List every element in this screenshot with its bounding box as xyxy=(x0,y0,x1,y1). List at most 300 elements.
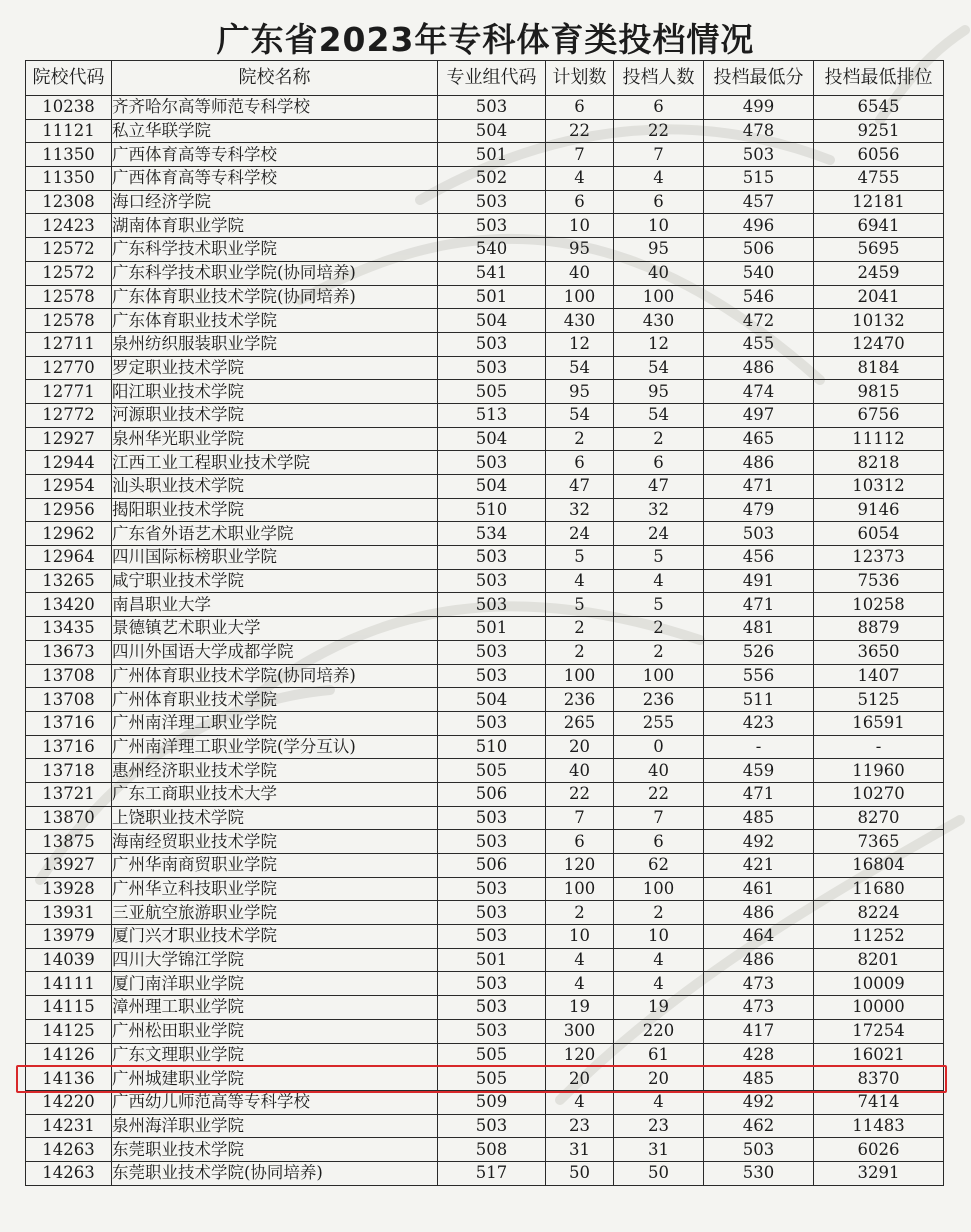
cell-admitted-count: 4 xyxy=(614,1090,704,1114)
cell-school-name: 罗定职业技术学院 xyxy=(112,356,438,380)
cell-plan-count: 12 xyxy=(546,332,614,356)
cell-group-code: 534 xyxy=(438,522,546,546)
table-row xyxy=(26,735,944,759)
cell-admitted-count: 4 xyxy=(614,569,704,593)
cell-group-code: 503 xyxy=(438,1114,546,1138)
cell-min-rank: 11252 xyxy=(814,925,944,949)
cell-group-code: 510 xyxy=(438,498,546,522)
cell-min-score: 503 xyxy=(704,143,814,167)
cell-school-name: 厦门南洋职业学院 xyxy=(112,972,438,996)
cell-plan-count: 4 xyxy=(546,1090,614,1114)
cell-school-name: 广东省外语艺术职业学院 xyxy=(112,522,438,546)
table-row xyxy=(26,261,944,285)
cell-admitted-count: 236 xyxy=(614,688,704,712)
cell-admitted-count: 54 xyxy=(614,356,704,380)
table-row xyxy=(26,190,944,214)
cell-plan-count: 24 xyxy=(546,522,614,546)
cell-school-name: 上饶职业技术学院 xyxy=(112,806,438,830)
cell-min-rank: 8218 xyxy=(814,451,944,475)
cell-min-rank: 5695 xyxy=(814,238,944,262)
table-row xyxy=(26,617,944,641)
cell-admitted-count: 255 xyxy=(614,711,704,735)
cell-school-code: 12308 xyxy=(26,190,112,214)
cell-plan-count: 100 xyxy=(546,877,614,901)
cell-school-code: 14263 xyxy=(26,1161,112,1185)
cell-admitted-count: 4 xyxy=(614,167,704,191)
cell-min-score: 457 xyxy=(704,190,814,214)
cell-school-code: 12578 xyxy=(26,285,112,309)
cell-min-score: 511 xyxy=(704,688,814,712)
cell-min-rank: 11483 xyxy=(814,1114,944,1138)
cell-min-rank: 12181 xyxy=(814,190,944,214)
cell-admitted-count: 5 xyxy=(614,546,704,570)
cell-group-code: 506 xyxy=(438,782,546,806)
cell-min-rank: 10132 xyxy=(814,309,944,333)
cell-plan-count: 5 xyxy=(546,593,614,617)
cell-school-code: 14115 xyxy=(26,996,112,1020)
cell-school-name: 江西工业工程职业技术学院 xyxy=(112,451,438,475)
cell-admitted-count: 10 xyxy=(614,214,704,238)
cell-min-score: 472 xyxy=(704,309,814,333)
cell-admitted-count: 4 xyxy=(614,948,704,972)
cell-admitted-count: 2 xyxy=(614,901,704,925)
cell-min-rank: 9146 xyxy=(814,498,944,522)
cell-min-rank: 10270 xyxy=(814,782,944,806)
cell-min-score: 496 xyxy=(704,214,814,238)
cell-min-score: 479 xyxy=(704,498,814,522)
cell-plan-count: 95 xyxy=(546,380,614,404)
col-header-plan-count: 计划数 xyxy=(546,61,614,96)
cell-school-code: 12572 xyxy=(26,238,112,262)
cell-admitted-count: 12 xyxy=(614,332,704,356)
table-row xyxy=(26,806,944,830)
cell-admitted-count: 62 xyxy=(614,854,704,878)
cell-school-code: 14263 xyxy=(26,1138,112,1162)
cell-school-code: 14125 xyxy=(26,1019,112,1043)
cell-admitted-count: 430 xyxy=(614,309,704,333)
cell-school-code: 12578 xyxy=(26,309,112,333)
cell-min-score: 485 xyxy=(704,1067,814,1091)
cell-group-code: 503 xyxy=(438,546,546,570)
cell-plan-count: 32 xyxy=(546,498,614,522)
cell-group-code: 503 xyxy=(438,830,546,854)
cell-school-name: 广东体育职业技术学院(协同培养) xyxy=(112,285,438,309)
cell-min-rank: 11680 xyxy=(814,877,944,901)
cell-school-name: 广西体育高等专科学校 xyxy=(112,143,438,167)
cell-group-code: 503 xyxy=(438,96,546,120)
cell-plan-count: 5 xyxy=(546,546,614,570)
cell-school-name: 四川外国语大学成都学院 xyxy=(112,640,438,664)
cell-plan-count: 100 xyxy=(546,664,614,688)
cell-school-code: 13716 xyxy=(26,711,112,735)
cell-school-code: 13927 xyxy=(26,854,112,878)
cell-school-code: 12770 xyxy=(26,356,112,380)
cell-group-code: 503 xyxy=(438,569,546,593)
cell-school-code: 14220 xyxy=(26,1090,112,1114)
cell-school-name: 广州华南商贸职业学院 xyxy=(112,854,438,878)
cell-school-name: 广东科学技术职业学院 xyxy=(112,238,438,262)
cell-group-code: 501 xyxy=(438,948,546,972)
cell-school-name: 河源职业技术学院 xyxy=(112,403,438,427)
cell-school-name: 广东工商职业技术大学 xyxy=(112,782,438,806)
cell-plan-count: 20 xyxy=(546,735,614,759)
cell-plan-count: 6 xyxy=(546,190,614,214)
cell-group-code: 509 xyxy=(438,1090,546,1114)
table-header-row xyxy=(26,61,944,96)
cell-plan-count: 54 xyxy=(546,403,614,427)
cell-min-rank: 1407 xyxy=(814,664,944,688)
cell-school-name: 广州南洋理工职业学院(学分互认) xyxy=(112,735,438,759)
cell-min-score: - xyxy=(704,735,814,759)
cell-group-code: 513 xyxy=(438,403,546,427)
cell-admitted-count: 23 xyxy=(614,1114,704,1138)
table-row xyxy=(26,143,944,167)
cell-group-code: 504 xyxy=(438,688,546,712)
cell-school-code: 13928 xyxy=(26,877,112,901)
cell-admitted-count: 6 xyxy=(614,451,704,475)
cell-plan-count: 120 xyxy=(546,854,614,878)
cell-plan-count: 10 xyxy=(546,214,614,238)
cell-group-code: 517 xyxy=(438,1161,546,1185)
cell-group-code: 504 xyxy=(438,309,546,333)
cell-min-rank: 8201 xyxy=(814,948,944,972)
col-header-school-code: 院校代码 xyxy=(26,61,112,96)
cell-admitted-count: 100 xyxy=(614,285,704,309)
cell-admitted-count: 10 xyxy=(614,925,704,949)
cell-plan-count: 40 xyxy=(546,261,614,285)
cell-school-name: 广西体育高等专科学校 xyxy=(112,167,438,191)
cell-group-code: 503 xyxy=(438,901,546,925)
cell-school-name: 泉州纺织服装职业学院 xyxy=(112,332,438,356)
cell-min-score: 486 xyxy=(704,948,814,972)
table-row xyxy=(26,1019,944,1043)
cell-min-rank: 8270 xyxy=(814,806,944,830)
table-row xyxy=(26,925,944,949)
table-row xyxy=(26,830,944,854)
cell-min-rank: 6756 xyxy=(814,403,944,427)
cell-min-rank: 2041 xyxy=(814,285,944,309)
cell-school-code: 12964 xyxy=(26,546,112,570)
cell-plan-count: 430 xyxy=(546,309,614,333)
cell-min-rank: 12470 xyxy=(814,332,944,356)
table-row xyxy=(26,593,944,617)
cell-min-score: 455 xyxy=(704,332,814,356)
cell-min-rank: 4755 xyxy=(814,167,944,191)
cell-plan-count: 4 xyxy=(546,569,614,593)
cell-group-code: 503 xyxy=(438,1019,546,1043)
cell-school-code: 13420 xyxy=(26,593,112,617)
cell-min-score: 464 xyxy=(704,925,814,949)
table-row xyxy=(26,427,944,451)
cell-admitted-count: 31 xyxy=(614,1138,704,1162)
cell-min-score: 474 xyxy=(704,380,814,404)
table-row xyxy=(26,1067,944,1091)
cell-school-name: 揭阳职业技术学院 xyxy=(112,498,438,522)
table-row xyxy=(26,711,944,735)
cell-school-code: 12711 xyxy=(26,332,112,356)
table-row xyxy=(26,119,944,143)
table-row xyxy=(26,380,944,404)
cell-group-code: 503 xyxy=(438,593,546,617)
cell-min-rank: 8224 xyxy=(814,901,944,925)
cell-school-code: 13870 xyxy=(26,806,112,830)
cell-group-code: 503 xyxy=(438,711,546,735)
table-row xyxy=(26,356,944,380)
cell-school-name: 泉州华光职业学院 xyxy=(112,427,438,451)
cell-min-score: 461 xyxy=(704,877,814,901)
table-row xyxy=(26,664,944,688)
table-row xyxy=(26,332,944,356)
page-title: 广东省2023年专科体育类投档情况 xyxy=(216,20,755,59)
cell-plan-count: 2 xyxy=(546,617,614,641)
table-row xyxy=(26,569,944,593)
table-row xyxy=(26,1090,944,1114)
cell-school-code: 13718 xyxy=(26,759,112,783)
table-row xyxy=(26,1043,944,1067)
cell-min-rank: 8184 xyxy=(814,356,944,380)
table-row xyxy=(26,96,944,120)
cell-group-code: 501 xyxy=(438,143,546,167)
cell-admitted-count: 2 xyxy=(614,640,704,664)
cell-school-code: 11350 xyxy=(26,167,112,191)
cell-min-score: 499 xyxy=(704,96,814,120)
cell-group-code: 502 xyxy=(438,167,546,191)
col-header-min-rank: 投档最低排位 xyxy=(814,61,944,96)
table-row xyxy=(26,285,944,309)
cell-min-rank: - xyxy=(814,735,944,759)
cell-school-name: 广州城建职业学院 xyxy=(112,1067,438,1091)
cell-admitted-count: 40 xyxy=(614,759,704,783)
cell-group-code: 503 xyxy=(438,640,546,664)
cell-admitted-count: 32 xyxy=(614,498,704,522)
cell-school-code: 13673 xyxy=(26,640,112,664)
cell-school-name: 齐齐哈尔高等师范专科学校 xyxy=(112,96,438,120)
cell-admitted-count: 2 xyxy=(614,617,704,641)
col-header-school-name: 院校名称 xyxy=(112,61,438,96)
cell-group-code: 504 xyxy=(438,119,546,143)
cell-group-code: 503 xyxy=(438,190,546,214)
cell-min-rank: 16804 xyxy=(814,854,944,878)
table-row xyxy=(26,640,944,664)
cell-min-rank: 10258 xyxy=(814,593,944,617)
cell-min-rank: 6941 xyxy=(814,214,944,238)
cell-plan-count: 19 xyxy=(546,996,614,1020)
cell-admitted-count: 7 xyxy=(614,806,704,830)
cell-school-name: 广州体育职业技术学院(协同培养) xyxy=(112,664,438,688)
cell-school-name: 广东科学技术职业学院(协同培养) xyxy=(112,261,438,285)
cell-min-rank: 6056 xyxy=(814,143,944,167)
cell-school-code: 14111 xyxy=(26,972,112,996)
cell-admitted-count: 50 xyxy=(614,1161,704,1185)
cell-min-rank: 16021 xyxy=(814,1043,944,1067)
table-row xyxy=(26,498,944,522)
cell-min-score: 497 xyxy=(704,403,814,427)
cell-plan-count: 7 xyxy=(546,143,614,167)
cell-plan-count: 265 xyxy=(546,711,614,735)
cell-group-code: 541 xyxy=(438,261,546,285)
table-row xyxy=(26,214,944,238)
cell-admitted-count: 24 xyxy=(614,522,704,546)
cell-school-name: 漳州理工职业学院 xyxy=(112,996,438,1020)
cell-group-code: 540 xyxy=(438,238,546,262)
table-body xyxy=(26,96,944,1186)
cell-plan-count: 2 xyxy=(546,427,614,451)
cell-admitted-count: 100 xyxy=(614,877,704,901)
cell-min-rank: 6026 xyxy=(814,1138,944,1162)
cell-school-name: 厦门兴才职业技术学院 xyxy=(112,925,438,949)
cell-plan-count: 300 xyxy=(546,1019,614,1043)
cell-min-score: 486 xyxy=(704,356,814,380)
cell-min-score: 456 xyxy=(704,546,814,570)
cell-min-score: 462 xyxy=(704,1114,814,1138)
cell-school-name: 泉州海洋职业学院 xyxy=(112,1114,438,1138)
cell-min-score: 485 xyxy=(704,806,814,830)
cell-group-code: 503 xyxy=(438,664,546,688)
cell-school-code: 12927 xyxy=(26,427,112,451)
cell-plan-count: 6 xyxy=(546,830,614,854)
cell-school-code: 12956 xyxy=(26,498,112,522)
cell-school-code: 13265 xyxy=(26,569,112,593)
cell-school-code: 14126 xyxy=(26,1043,112,1067)
cell-plan-count: 95 xyxy=(546,238,614,262)
cell-min-score: 491 xyxy=(704,569,814,593)
cell-school-code: 12772 xyxy=(26,403,112,427)
cell-group-code: 503 xyxy=(438,996,546,1020)
cell-admitted-count: 54 xyxy=(614,403,704,427)
cell-min-rank: 8370 xyxy=(814,1067,944,1091)
cell-min-score: 471 xyxy=(704,593,814,617)
cell-school-name: 海南经贸职业技术学院 xyxy=(112,830,438,854)
cell-min-score: 526 xyxy=(704,640,814,664)
cell-min-score: 506 xyxy=(704,238,814,262)
table-row xyxy=(26,167,944,191)
cell-min-rank: 17254 xyxy=(814,1019,944,1043)
cell-min-rank: 10312 xyxy=(814,475,944,499)
table-row xyxy=(26,1161,944,1185)
cell-group-code: 501 xyxy=(438,285,546,309)
cell-min-score: 503 xyxy=(704,522,814,546)
cell-min-rank: 7414 xyxy=(814,1090,944,1114)
cell-plan-count: 31 xyxy=(546,1138,614,1162)
cell-school-name: 东莞职业技术学院(协同培养) xyxy=(112,1161,438,1185)
cell-group-code: 504 xyxy=(438,475,546,499)
cell-plan-count: 6 xyxy=(546,451,614,475)
cell-admitted-count: 6 xyxy=(614,96,704,120)
table-row xyxy=(26,901,944,925)
cell-group-code: 503 xyxy=(438,451,546,475)
cell-min-score: 492 xyxy=(704,1090,814,1114)
cell-school-code: 12944 xyxy=(26,451,112,475)
cell-group-code: 503 xyxy=(438,806,546,830)
cell-school-code: 14039 xyxy=(26,948,112,972)
cell-school-code: 12954 xyxy=(26,475,112,499)
cell-group-code: 505 xyxy=(438,380,546,404)
cell-school-code: 13708 xyxy=(26,688,112,712)
cell-plan-count: 50 xyxy=(546,1161,614,1185)
cell-group-code: 505 xyxy=(438,759,546,783)
cell-min-rank: 16591 xyxy=(814,711,944,735)
cell-plan-count: 40 xyxy=(546,759,614,783)
cell-group-code: 505 xyxy=(438,1067,546,1091)
cell-min-score: 473 xyxy=(704,972,814,996)
cell-admitted-count: 6 xyxy=(614,190,704,214)
cell-school-code: 14136 xyxy=(26,1067,112,1091)
cell-plan-count: 4 xyxy=(546,972,614,996)
cell-group-code: 503 xyxy=(438,356,546,380)
cell-min-score: 486 xyxy=(704,451,814,475)
cell-min-score: 503 xyxy=(704,1138,814,1162)
table-row xyxy=(26,546,944,570)
cell-min-score: 473 xyxy=(704,996,814,1020)
cell-group-code: 503 xyxy=(438,972,546,996)
cell-min-score: 417 xyxy=(704,1019,814,1043)
cell-min-rank: 10009 xyxy=(814,972,944,996)
cell-school-code: 13435 xyxy=(26,617,112,641)
cell-admitted-count: 61 xyxy=(614,1043,704,1067)
cell-plan-count: 4 xyxy=(546,167,614,191)
cell-plan-count: 23 xyxy=(546,1114,614,1138)
cell-school-name: 湖南体育职业学院 xyxy=(112,214,438,238)
cell-admitted-count: 7 xyxy=(614,143,704,167)
cell-group-code: 510 xyxy=(438,735,546,759)
cell-min-score: 465 xyxy=(704,427,814,451)
cell-min-rank: 8879 xyxy=(814,617,944,641)
cell-group-code: 505 xyxy=(438,1043,546,1067)
cell-admitted-count: 95 xyxy=(614,380,704,404)
cell-admitted-count: 220 xyxy=(614,1019,704,1043)
cell-min-score: 471 xyxy=(704,475,814,499)
cell-min-score: 423 xyxy=(704,711,814,735)
cell-plan-count: 20 xyxy=(546,1067,614,1091)
cell-school-code: 12572 xyxy=(26,261,112,285)
cell-admitted-count: 4 xyxy=(614,972,704,996)
cell-admitted-count: 22 xyxy=(614,782,704,806)
cell-min-score: 546 xyxy=(704,285,814,309)
cell-school-name: 阳江职业技术学院 xyxy=(112,380,438,404)
cell-school-name: 广东体育职业技术学院 xyxy=(112,309,438,333)
cell-plan-count: 120 xyxy=(546,1043,614,1067)
cell-min-rank: 3650 xyxy=(814,640,944,664)
table-row xyxy=(26,877,944,901)
table-row xyxy=(26,451,944,475)
cell-school-code: 13875 xyxy=(26,830,112,854)
cell-plan-count: 54 xyxy=(546,356,614,380)
cell-plan-count: 47 xyxy=(546,475,614,499)
cell-group-code: 503 xyxy=(438,332,546,356)
table-row xyxy=(26,1114,944,1138)
cell-min-rank: 7365 xyxy=(814,830,944,854)
cell-min-rank: 5125 xyxy=(814,688,944,712)
cell-plan-count: 22 xyxy=(546,782,614,806)
cell-min-score: 515 xyxy=(704,167,814,191)
cell-school-code: 13931 xyxy=(26,901,112,925)
cell-admitted-count: 40 xyxy=(614,261,704,285)
cell-min-score: 486 xyxy=(704,901,814,925)
cell-group-code: 508 xyxy=(438,1138,546,1162)
cell-school-code: 13721 xyxy=(26,782,112,806)
cell-school-name: 南昌职业大学 xyxy=(112,593,438,617)
cell-group-code: 501 xyxy=(438,617,546,641)
cell-min-rank: 12373 xyxy=(814,546,944,570)
cell-school-name: 四川国际标榜职业学院 xyxy=(112,546,438,570)
cell-school-code: 14231 xyxy=(26,1114,112,1138)
table-row xyxy=(26,688,944,712)
table-row xyxy=(26,759,944,783)
cell-min-rank: 7536 xyxy=(814,569,944,593)
cell-school-name: 广西幼儿师范高等专科学校 xyxy=(112,1090,438,1114)
cell-school-name: 广州南洋理工职业学院 xyxy=(112,711,438,735)
cell-school-code: 11350 xyxy=(26,143,112,167)
